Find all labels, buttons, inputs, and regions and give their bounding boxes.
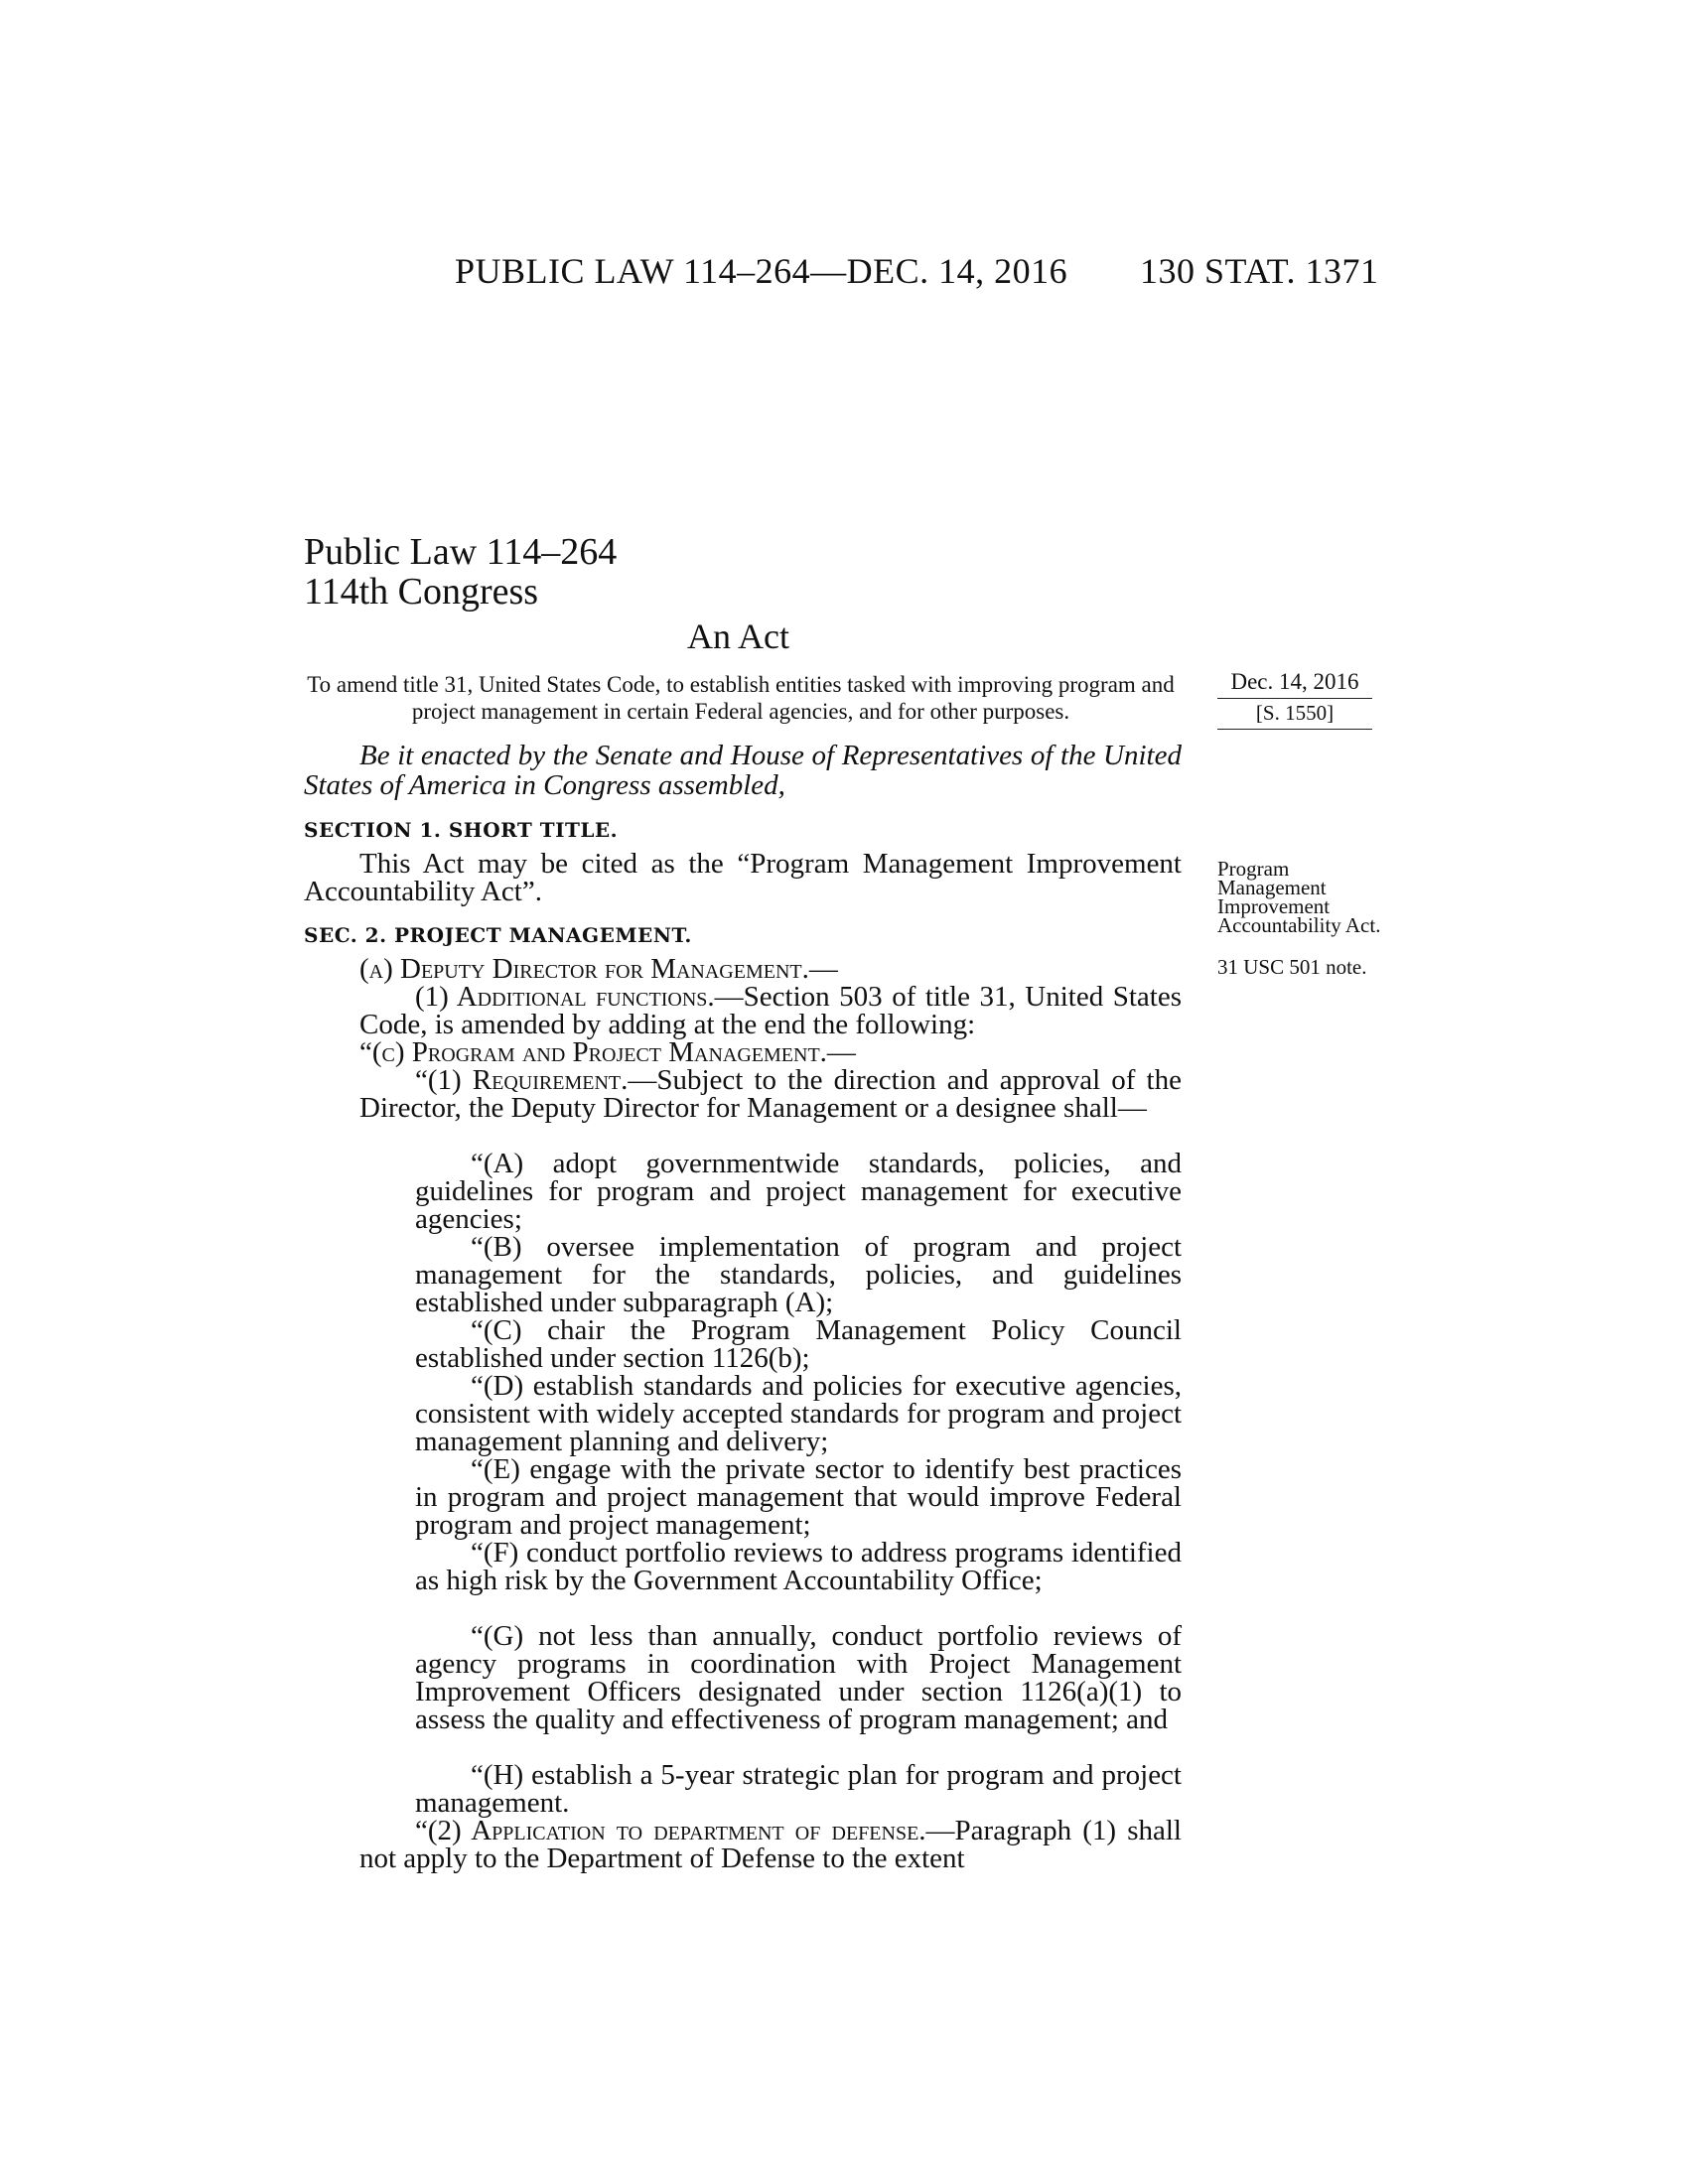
section-2-heading: SEC. 2. PROJECT MANAGEMENT.	[304, 923, 692, 947]
running-head-page-number: 130 STAT. 1371	[1140, 251, 1379, 291]
subsection-c-heading	[359, 1038, 1174, 1066]
long-title: To amend title 31, United States Code, to establish entities tasked with improving program and project management in certain Federal agencies, and for other purposes.	[307, 672, 1175, 724]
running-head-left: PUBLIC LAW 114–264—DEC. 14, 2016	[455, 251, 1068, 291]
subsection-a-heading	[359, 955, 1174, 983]
paragraph-a1-head: (1) Additional functions.—	[415, 981, 744, 1013]
list-item-D: “(D) establish standards and policies for executive agencies, consistent with widely accepted standards for program and project management planning and delivery;	[415, 1370, 1182, 1457]
enacting-clause: Be it enacted by the Senate and House of Representatives of the United States of America in Congress assembled,	[304, 740, 1182, 801]
paragraph-c2-text: Paragraph (1) shall not apply to the Department of Defense to the extent	[359, 1815, 1182, 1874]
paragraph-c1-head: “(1) Requirement.—	[415, 1064, 657, 1096]
paragraph-c1	[359, 1066, 1182, 1122]
subsection-c-head: “(c) Program and Project Management.—	[359, 1036, 856, 1068]
list-item-G: “(G) not less than annually, conduct portfolio reviews of agency programs in coordination with Project Management Improvement Officers designated under section 1126(a)(1) to assess the quality and effectiveness of program management; and	[415, 1620, 1182, 1735]
paragraph-a1-text: Section 503 of title 31, United States Code, is amended by adding at the end the following:	[359, 981, 1182, 1040]
list-item-H: “(H) establish a 5-year strategic plan for program and project management.	[415, 1759, 1182, 1819]
list-item-F: “(F) conduct portfolio reviews to address programs identified as high risk by the Government Accountability Office;	[415, 1537, 1182, 1596]
paragraph-c2-head: “(2) Application to department of defense.—	[415, 1815, 955, 1846]
margin-date: Dec. 14, 2016	[1217, 669, 1372, 699]
margin-usc-note: 31 USC 501 note.	[1217, 955, 1367, 979]
paragraph-c2	[359, 1817, 1182, 1872]
list-item-A: “(A) adopt governmentwide standards, policies, and guidelines for program and project management for executive agencies;	[415, 1148, 1182, 1235]
paragraph-c1-text: Subject to the direction and approval of the Director, the Deputy Director for Management or a designee shall—	[359, 1064, 1182, 1124]
public-law-number: Public Law 114–264	[304, 531, 618, 573]
paragraph-a1	[359, 983, 1182, 1038]
margin-short-title-note: Program Management Improvement Accountability Act.	[1217, 857, 1381, 937]
congress-number: 114th Congress	[304, 571, 539, 613]
act-heading: An Act	[687, 616, 789, 656]
margin-bill-number: [S. 1550]	[1217, 701, 1372, 730]
list-item-B: “(B) oversee implementation of program and project management for the standards, policies, and guidelines established under subparagraph (A);	[415, 1231, 1182, 1318]
section-1-text: This Act may be cited as the “Program Management Improvement Accountability Act”.	[304, 848, 1182, 907]
list-item-E: “(E) engage with the private sector to identify best practices in program and project management that would improve Federal program and project management;	[415, 1453, 1182, 1541]
subsection-a-head: (a) Deputy Director for Management.—	[359, 953, 838, 985]
list-item-C: “(C) chair the Program Management Policy Council established under section 1126(b);	[415, 1314, 1182, 1374]
section-1-heading: SECTION 1. SHORT TITLE.	[304, 818, 619, 842]
